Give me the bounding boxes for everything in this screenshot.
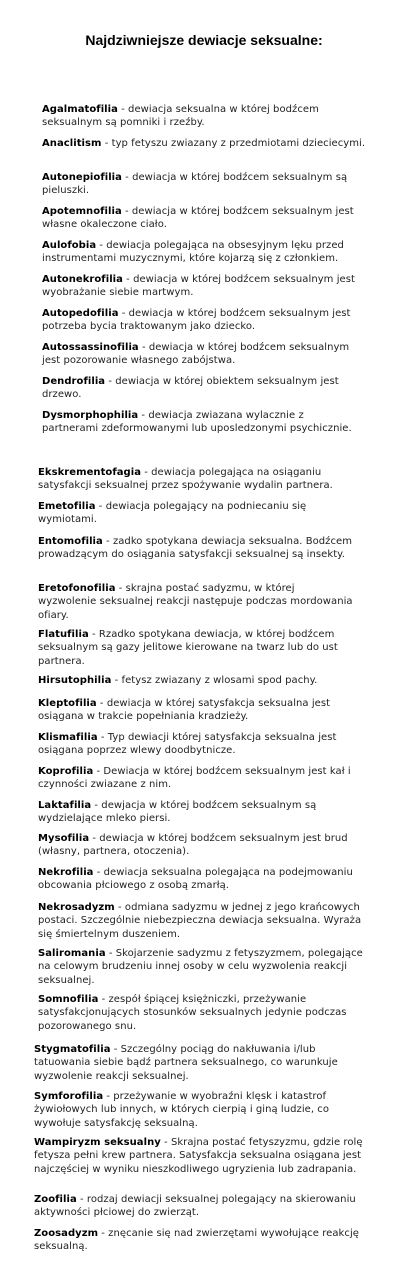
entry-definition: - zadko spotykana dewiacja seksualna. Bodźcem prowadzącym do osiągania satysfakcji seksualnej są insekty. [38,536,353,561]
entry-term: Autopedofilia [42,308,119,319]
entry-definition: - dewiacja zwiazana wylacznie z partnerami zdeformowanymi lub uposledzonymi psychicznie. [42,410,352,435]
entry-definition: - odmiana sadyzmu w jednej z jego krańcowych postaci. Szczególnie niebezpieczna dewiacja seksualna. Wyraża się śmiertelnym duszeniem. [38,902,362,940]
entry-definition: - dewiacja w której bodźcem seksualnym jest wyobrażanie siebie martwym. [42,274,355,299]
entry-term: Nekrofilia [38,867,94,878]
entry-definition: - dewiacja polegająca na osiąganiu satysfakcji seksualnej przez spożywanie wydalin partnera. [38,467,333,492]
entry-somnofilia [38,993,368,1033]
entry-autossassinofilia [42,341,368,368]
entry-definition: - dewiacja w której bodźcem seksualnym jest brud (własny, partnera, otoczenia). [38,833,348,858]
entry-definition: - dewiacja w której bodźcem seksualnym jest potrzeba bycia traktowanym jako dziecko. [42,308,351,333]
entry-term: Autonepiofilia [42,172,122,183]
entry-term: Laktafilia [38,800,92,811]
entry-term: Flatufilia [38,629,89,640]
entry-term: Klismafilia [38,732,98,743]
entry-koprofilia [38,765,380,792]
entry-aulofobia [42,239,378,266]
entry-term: Hirsutophilia [38,675,112,686]
entry-definition: - typ fetyszu zwiazany z przedmiotami dzieciecymi. [101,138,366,149]
entry-hirsutophilia [38,674,378,687]
entry-laktafilia [38,799,364,826]
entry-kleptofilia [38,697,368,724]
entry-term: Ekskrementofagia [38,467,142,478]
entry-term: Dysmorphophilia [42,410,139,421]
entry-term: Emetofilia [38,501,96,512]
entry-saliromania [38,947,374,987]
entry-nekrosadyzm [38,901,374,941]
entry-apotemnofilia [42,205,368,232]
entry-definition: - dewiacja w której obiektem seksualnym jest drzewo. [42,376,339,401]
entry-eretofonofilia [38,582,356,622]
entry-ekskrementofagia [38,466,364,493]
page-title: Najdziwniejsze dewiacje seksualne: [85,32,323,48]
entry-definition: - dewiacja w której bodźcem seksualnym jest własne okaleczone ciało. [42,206,354,231]
entry-definition: - dewiacja seksualna w której bodźcem seksualnym są pomniki i rzeźby. [42,104,319,129]
entry-definition: - fetysz zwiazany z wlosami spod pachy. [111,675,318,686]
entry-term: Zoosadyzm [34,1228,99,1239]
entry-nekrofilia [38,866,356,893]
entry-term: Koprofilia [38,766,94,777]
entry-definition: - Typ dewiacji której satysfakcja seksualna jest osiągana poprzez wlewy doodbytnicze. [38,732,337,757]
entry-definition: - dewiacja polegająca na obsesyjnym lęku przed instrumentami muzycznymi, które kojarzą się z członkiem. [42,240,344,265]
entry-term: Autossassinofilia [42,342,139,353]
entry-term: Apotemnofilia [42,206,122,217]
entry-autonekrofilia [42,273,368,300]
entry-term: Aulofobia [42,240,97,251]
entry-term: Mysofilia [38,833,90,844]
entry-term: Kleptofilia [38,698,97,709]
entry-definition: - rodzaj dewiacji seksualnej polegający na skierowaniu aktywności płciowej do zwierząt. [34,1194,356,1219]
entry-mysofilia [38,832,364,859]
entry-term: Autonekrofilia [42,274,123,285]
entry-term: Entomofilia [38,536,103,547]
entry-agalmatofilia [42,103,368,130]
entry-definition: - dewiacja w której bodźcem seksualnym są pieluszki. [42,172,348,197]
entry-term: Zoofilia [34,1194,77,1205]
entry-emetofilia [38,500,364,527]
entry-definition: - dewjacja w której bodźcem seksualnym są wydzielające mleko piersi. [38,800,317,825]
entry-definition: - dewiacja polegający na podniecaniu się wymiotami. [38,501,307,526]
entry-term: Wampiryzm seksualny [34,1137,161,1148]
entry-stygmatofilia [34,1043,364,1083]
entry-zoosadyzm [34,1227,370,1254]
entry-term: Dendrofilia [42,376,106,387]
entry-term: Stygmatofilia [34,1044,111,1055]
entry-term: Somnofilia [38,994,99,1005]
entry-flatufilia [38,628,378,668]
entry-term: Anaclitism [42,138,102,149]
entry-autonepiofilia [42,171,372,198]
entry-definition: - przeżywanie w wyobraźni klęsk i katastrof żywiołowych lub innych, w których cierpią i giną ludzie, co wywołuje satysfakcję seksualną. [34,1091,330,1129]
entry-entomofilia [38,535,374,562]
entry-klismafilia [38,731,378,758]
entry-term: Symforofilia [34,1091,104,1102]
entry-dendrofilia [42,375,370,402]
entry-definition: - zespół śpiącej księżniczki, przeżywanie satysfakcjonujących stosunków seksualnych jedynie podczas pozorowanego snu. [38,994,347,1032]
entry-definition: - dewiacja w której bodźcem seksualnym jest pozorowanie własnego zabójstwa. [42,342,350,367]
entry-dysmorphophilia [42,409,360,436]
entry-autopedofilia [42,307,378,334]
entry-definition: - Skrajna postać fetyszyzmu, gdzie rolę fetysza pełni krew partnera. Satysfakcja seksualna osiągana jest najczęściej w wyniku nieszkodliwego ugryzienia lub zadrapania. [34,1137,363,1175]
entry-wampiryzm-seksualny [34,1136,374,1176]
entry-zoofilia [34,1193,364,1220]
entry-definition: - Skojarzenie sadyzmu z fetyszyzmem, polegające na celowym brudzeniu innej osoby w celu wyzwolenia reakcji seksualnej. [38,948,363,986]
entry-definition: - Szczególny pociąg do nakłuwania i/lub tatuowania siebie bądź partnera seksualnego, co warunkuje wyzwolenie reakcji seksualnej. [34,1044,338,1082]
entry-term: Eretofonofilia [38,583,116,594]
entry-anaclitism [42,137,368,150]
entry-definition: - Rzadko spotykana dewiacja, w której bodźcem seksualnym są gazy jelitowe kierowane na twarz lub do ust partnera. [38,629,338,667]
entry-term: Agalmatofilia [42,104,118,115]
entry-definition: - skrajna postać sadyzmu, w której wyzwolenie seksualnej reakcji następuje podczas mordowania ofiary. [38,583,353,621]
entry-term: Saliromania [38,948,106,959]
entry-definition: - dewiacja seksualna polegająca na podejmowaniu obcowania płciowego z osobą zmarłą. [38,867,353,892]
entry-symforofilia [34,1090,374,1130]
entry-term: Nekrosadyzm [38,902,115,913]
entry-definition: - Dewiacja w której bodźcem seksualnym jest kał i czynności zwiazane z nim. [38,766,351,791]
entry-definition: - dewiacja w której satysfakcja seksualna jest osiągana w trakcie popełniania kradzieży. [38,698,331,723]
entry-definition: - znęcanie się nad zwierzętami wywołujące reakcję seksualną. [34,1228,359,1253]
